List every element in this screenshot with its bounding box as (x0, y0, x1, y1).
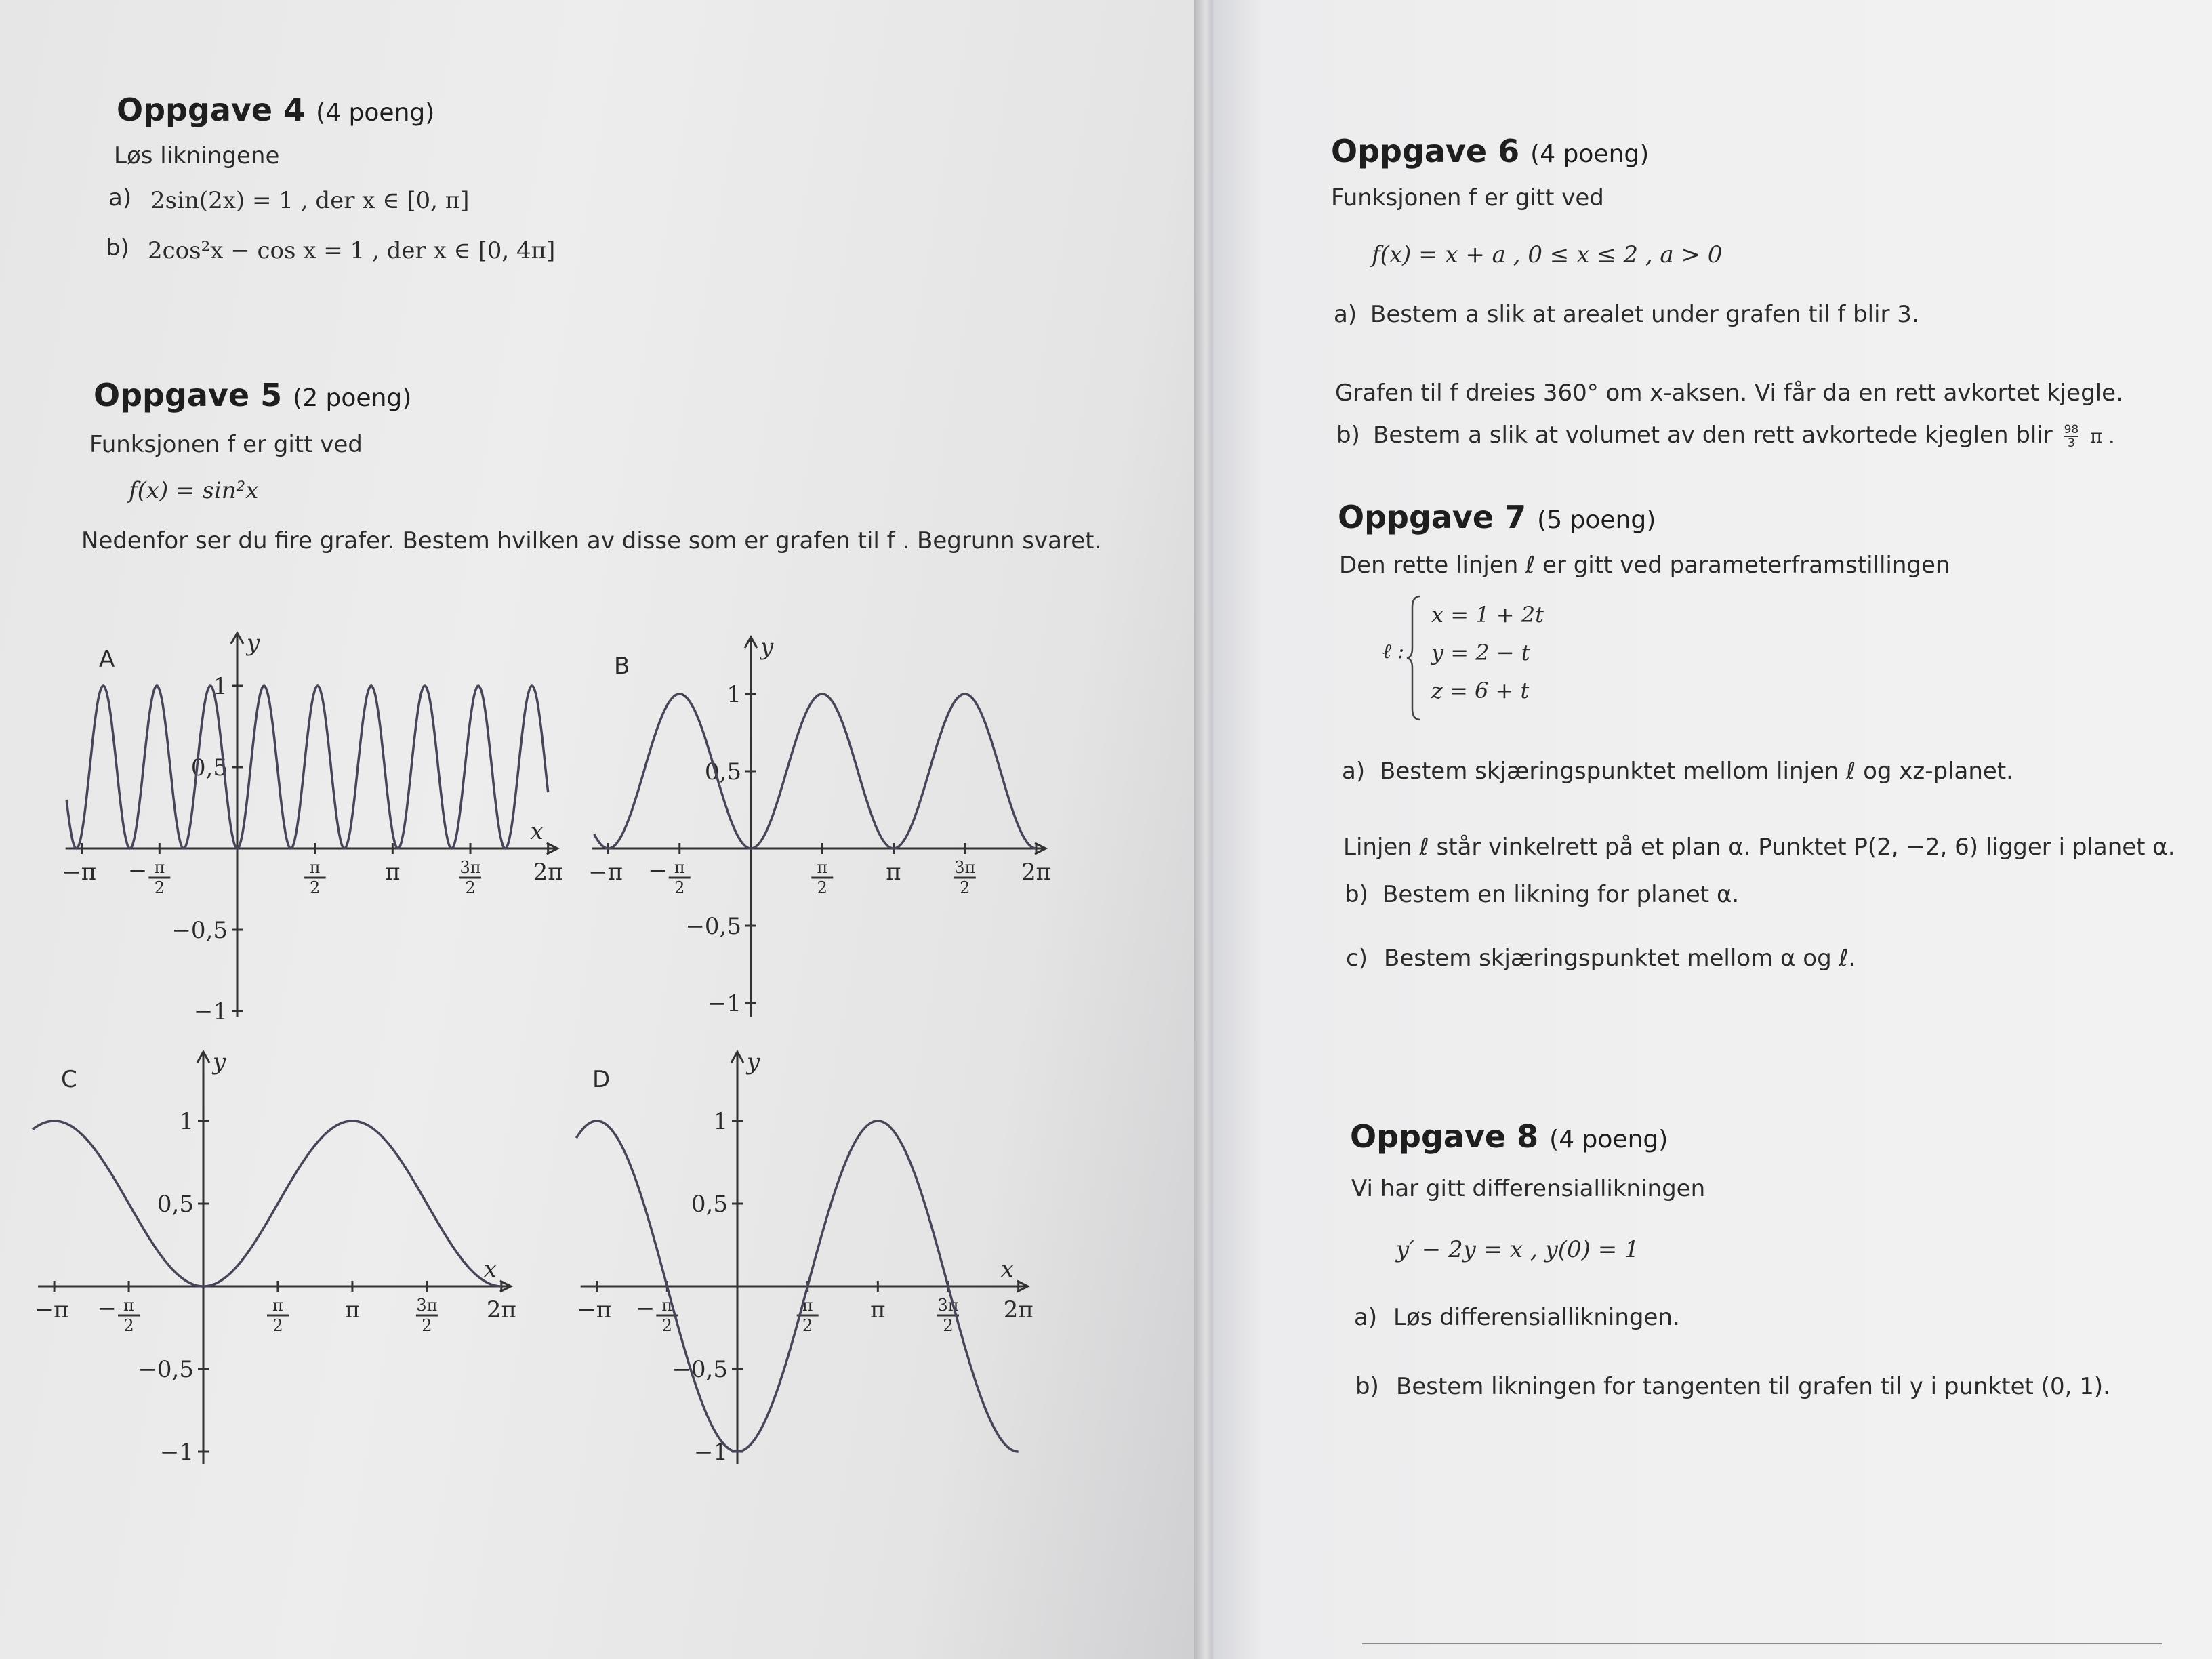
oppgave-8b-label: b) (1355, 1373, 1379, 1400)
y-tick-label: 0,5 (157, 1191, 194, 1218)
graph-a-label: A (99, 646, 115, 673)
x-tick-label: π (817, 858, 828, 877)
x-tick-label: π (870, 1296, 886, 1324)
y-tick-label: 1 (726, 681, 741, 708)
oppgave-4a-equation: 2sin(2x) = 1 , der x ∈ [0, π] (150, 187, 470, 214)
x-tick-label: −π (577, 1296, 612, 1324)
graph-d (556, 1037, 1084, 1491)
oppgave-4b-label: b) (106, 234, 129, 262)
oppgave-4-title: Oppgave 4 (117, 91, 306, 128)
oppgave-7c-label: c) (1346, 945, 1368, 972)
x-tick-label: 2 (960, 878, 970, 897)
oppgave-8-title: Oppgave 8 (1350, 1118, 1539, 1155)
y-tick-label: 1 (713, 1108, 728, 1135)
y-tick-label: −1 (193, 998, 228, 1025)
graph-b (569, 610, 1084, 1030)
x-tick-label: 2 (802, 1316, 813, 1335)
oppgave-6b-fraction (2064, 424, 2079, 449)
x-tick-label: π (344, 1296, 361, 1324)
oppgave-7-points: (5 poeng) (1537, 506, 1656, 534)
y-tick-label: −1 (693, 1439, 728, 1466)
oppgave-8-intro: Vi har gitt differensiallikningen (1351, 1175, 1706, 1202)
book-gutter (1194, 0, 1213, 1659)
y-tick-label: 1 (213, 673, 228, 700)
oppgave-7a-text: Bestem skjæringspunktet mellom linjen ℓ og xz-planet. (1380, 758, 2013, 785)
oppgave-5-heading (94, 377, 411, 413)
x-tick-label: 3π (416, 1296, 438, 1315)
oppgave-6b-sentence: Bestem a slik at volumet av den rett avkortede kjeglen blir (1373, 422, 2053, 449)
oppgave-5-intro: Funksjonen f er gitt ved (89, 431, 363, 458)
oppgave-5-points: (2 poeng) (293, 384, 412, 412)
oppgave-6b-text (1373, 422, 2114, 449)
oppgave-7-eq-x: x = 1 + 2t (1431, 602, 1544, 628)
y-tick-label: −0,5 (685, 913, 741, 940)
x-tick-label: 3π (459, 858, 481, 877)
x-tick-label: 3π (937, 1296, 959, 1315)
graph-d-label: D (592, 1066, 611, 1093)
x-tick-label: − (97, 1295, 117, 1322)
y-tick-label: 0,5 (691, 1191, 728, 1218)
oppgave-6b-frac-num: 98 (2064, 422, 2079, 436)
oppgave-5-question: Nedenfor ser du fire grafer. Bestem hvilken av disse som er grafen til f . Begrunn svaret. (81, 527, 1102, 554)
y-axis-label: y (247, 630, 260, 657)
oppgave-6b-tail: π . (2090, 425, 2115, 447)
oppgave-8a-label: a) (1354, 1304, 1378, 1331)
oppgave-4b-equation: 2cos²x − cos x = 1 , der x ∈ [0, 4π] (148, 237, 556, 264)
x-tick-label: π (154, 858, 165, 877)
x-tick-label: π (309, 858, 321, 877)
y-axis-label: y (747, 1048, 760, 1076)
oppgave-5-title: Oppgave 5 (94, 377, 283, 413)
oppgave-6b-frac-den: 3 (2068, 436, 2075, 450)
graph-c-curve (33, 1121, 501, 1286)
oppgave-8b-text: Bestem likningen for tangenten til grafen til y i punktet (0, 1). (1396, 1373, 2110, 1400)
x-axis-label: x (530, 818, 544, 845)
y-tick-label: −0,5 (672, 1356, 728, 1383)
x-tick-label: 3π (954, 858, 976, 877)
y-tick-label: −0,5 (171, 917, 228, 944)
y-axis-label: y (760, 634, 774, 661)
oppgave-4a-label: a) (108, 184, 132, 211)
oppgave-6-heading (1331, 133, 1649, 169)
x-tick-label: 2π (533, 859, 563, 886)
oppgave-7-eq-z: z = 6 + t (1431, 678, 1530, 703)
x-tick-label: 2π (486, 1296, 516, 1324)
graph-c-label: C (61, 1066, 77, 1093)
graph-a (41, 610, 569, 1030)
x-tick-label: − (648, 857, 668, 884)
oppgave-6b-label: b) (1336, 422, 1360, 449)
oppgave-6-formula: f(x) = x + a , 0 ≤ x ≤ 2 , a > 0 (1372, 241, 1723, 268)
oppgave-6a-text: Bestem a slik at arealet under grafen til f blir 3. (1370, 301, 1919, 328)
x-tick-label: 2 (310, 878, 321, 897)
y-axis-label: y (213, 1048, 226, 1076)
oppgave-4-heading (117, 91, 434, 128)
oppgave-7-title: Oppgave 7 (1338, 499, 1527, 535)
x-tick-label: 2π (1021, 859, 1051, 886)
x-tick-label: 2 (272, 1316, 283, 1335)
oppgave-6-points: (4 poeng) (1530, 140, 1650, 168)
graph-a-curve (66, 686, 548, 848)
x-tick-label: 2 (465, 878, 476, 897)
y-tick-label: 0,5 (704, 758, 741, 785)
oppgave-7-intro: Den rette linjen ℓ er gitt ved parameterframstillingen (1339, 552, 1950, 579)
x-tick-label: 2 (154, 878, 165, 897)
x-tick-label: π (385, 859, 401, 886)
oppgave-4-points: (4 poeng) (316, 99, 435, 127)
x-axis-label: x (483, 1256, 497, 1283)
y-tick-label: −0,5 (138, 1356, 194, 1383)
oppgave-8-heading (1350, 1118, 1668, 1155)
x-tick-label: 2 (661, 1316, 672, 1335)
oppgave-8-points: (4 poeng) (1549, 1126, 1668, 1153)
x-tick-label: 2 (943, 1316, 954, 1335)
x-tick-label: π (123, 1296, 134, 1315)
x-tick-label: π (802, 1296, 813, 1315)
x-tick-label: 2 (123, 1316, 134, 1335)
x-axis-label: x (1000, 1256, 1014, 1283)
x-tick-label: 2 (674, 878, 685, 897)
graph-b-label: B (614, 653, 630, 680)
x-tick-label: −π (34, 1296, 69, 1324)
x-tick-label: 2 (817, 878, 827, 897)
x-tick-label: π (661, 1296, 673, 1315)
oppgave-7a-label: a) (1342, 758, 1366, 785)
oppgave-7-eq-y: y = 2 − t (1431, 640, 1530, 665)
x-tick-label: 2π (1003, 1296, 1033, 1324)
oppgave-7b-text: Bestem en likning for planet α. (1382, 881, 1740, 908)
bottom-rule (1362, 1643, 2162, 1644)
oppgave-6-intro: Funksjonen f er gitt ved (1331, 184, 1604, 211)
oppgave-7b-label: b) (1345, 881, 1368, 908)
oppgave-4-intro: Løs likningene (114, 142, 280, 169)
y-tick-label: 0,5 (190, 754, 228, 781)
x-tick-label: π (674, 858, 685, 877)
x-tick-label: − (127, 857, 148, 884)
oppgave-7-heading (1338, 499, 1656, 535)
x-tick-label: π (886, 859, 901, 886)
oppgave-6-mid-text: Grafen til f dreies 360° om x-aksen. Vi får da en rett avkortet kjegle. (1335, 380, 2123, 407)
x-tick-label: −π (588, 859, 623, 886)
graph-b-curve (594, 694, 1036, 848)
x-tick-label: π (272, 1296, 283, 1315)
y-tick-label: −1 (707, 990, 741, 1017)
oppgave-7-mid-text: Linjen ℓ står vinkelrett på et plan α. Punktet P(2, −2, 6) ligger i planet α. (1343, 834, 2175, 861)
graph-c (14, 1037, 542, 1491)
x-tick-label: − (635, 1295, 655, 1322)
x-tick-label: 2 (422, 1316, 432, 1335)
oppgave-7-brace (1406, 594, 1426, 722)
oppgave-5-formula: f(x) = sin²x (129, 477, 259, 504)
y-tick-label: −1 (159, 1439, 194, 1466)
oppgave-6-title: Oppgave 6 (1331, 133, 1520, 169)
oppgave-7-ell: ℓ : (1382, 640, 1405, 663)
oppgave-8-formula: y′ − 2y = x , y(0) = 1 (1396, 1236, 1639, 1263)
x-tick-label: −π (62, 859, 97, 886)
y-tick-label: 1 (179, 1108, 194, 1135)
oppgave-7c-text: Bestem skjæringspunktet mellom α og ℓ. (1384, 945, 1856, 972)
oppgave-6a-label: a) (1334, 301, 1357, 328)
oppgave-8a-text: Løs differensiallikningen. (1393, 1304, 1680, 1331)
